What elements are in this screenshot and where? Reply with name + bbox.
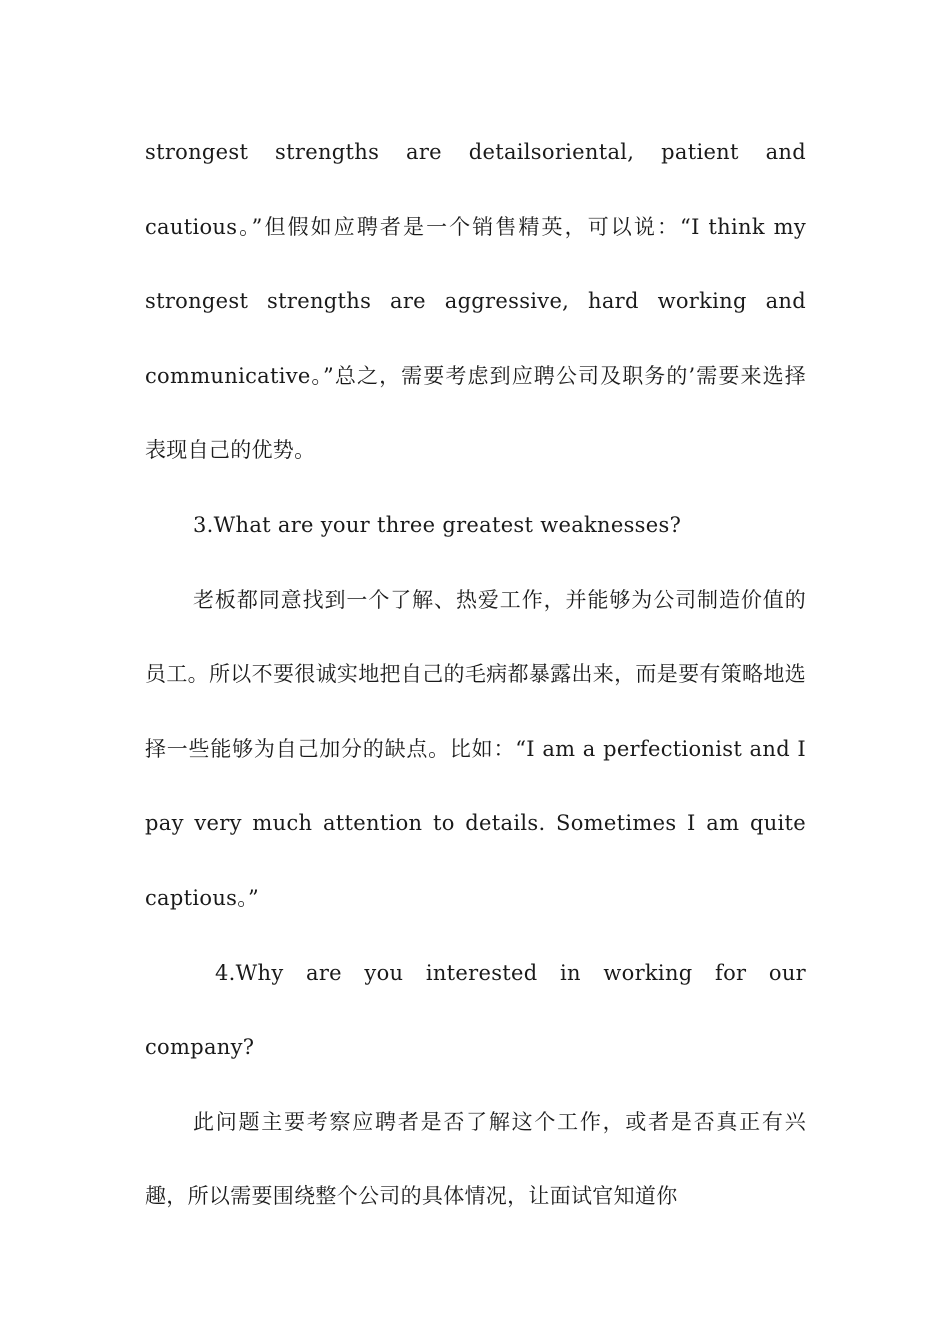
question-4-heading: 4.Why are you interested in working for our company? <box>145 960 806 1060</box>
paragraph-weakness-answer: 老板都同意找到一个了解、热爱工作，并能够为公司制造价值的员工。所以不要很诚实地把自己的毛病都暴露出来，而是要有策略地选择一些能够为自己加分的缺点。比如：“I am a perfectionist and I pay very much attention to details. Sometimes I am quite captious。” <box>145 587 806 910</box>
paragraph-interest-answer: 此问题主要考察应聘者是否了解这个工作，或者是否真正有兴趣，所以需要围绕整个公司的具体情况，让面试官知道你 <box>145 1109 806 1209</box>
paragraph-strengths-example: strongest strengths are detailsoriental, patient and cautious。”但假如应聘者是一个销售精英，可以说：“I think my strongest strengths are aggressive, hard working and communicative。”总之，需要考虑到应聘公司及职务的’需要来选择表现自己的优势。 <box>145 140 806 463</box>
document-body <box>145 115 806 1234</box>
question-3-heading: 3.What are your three greatest weaknesses? <box>193 512 682 537</box>
